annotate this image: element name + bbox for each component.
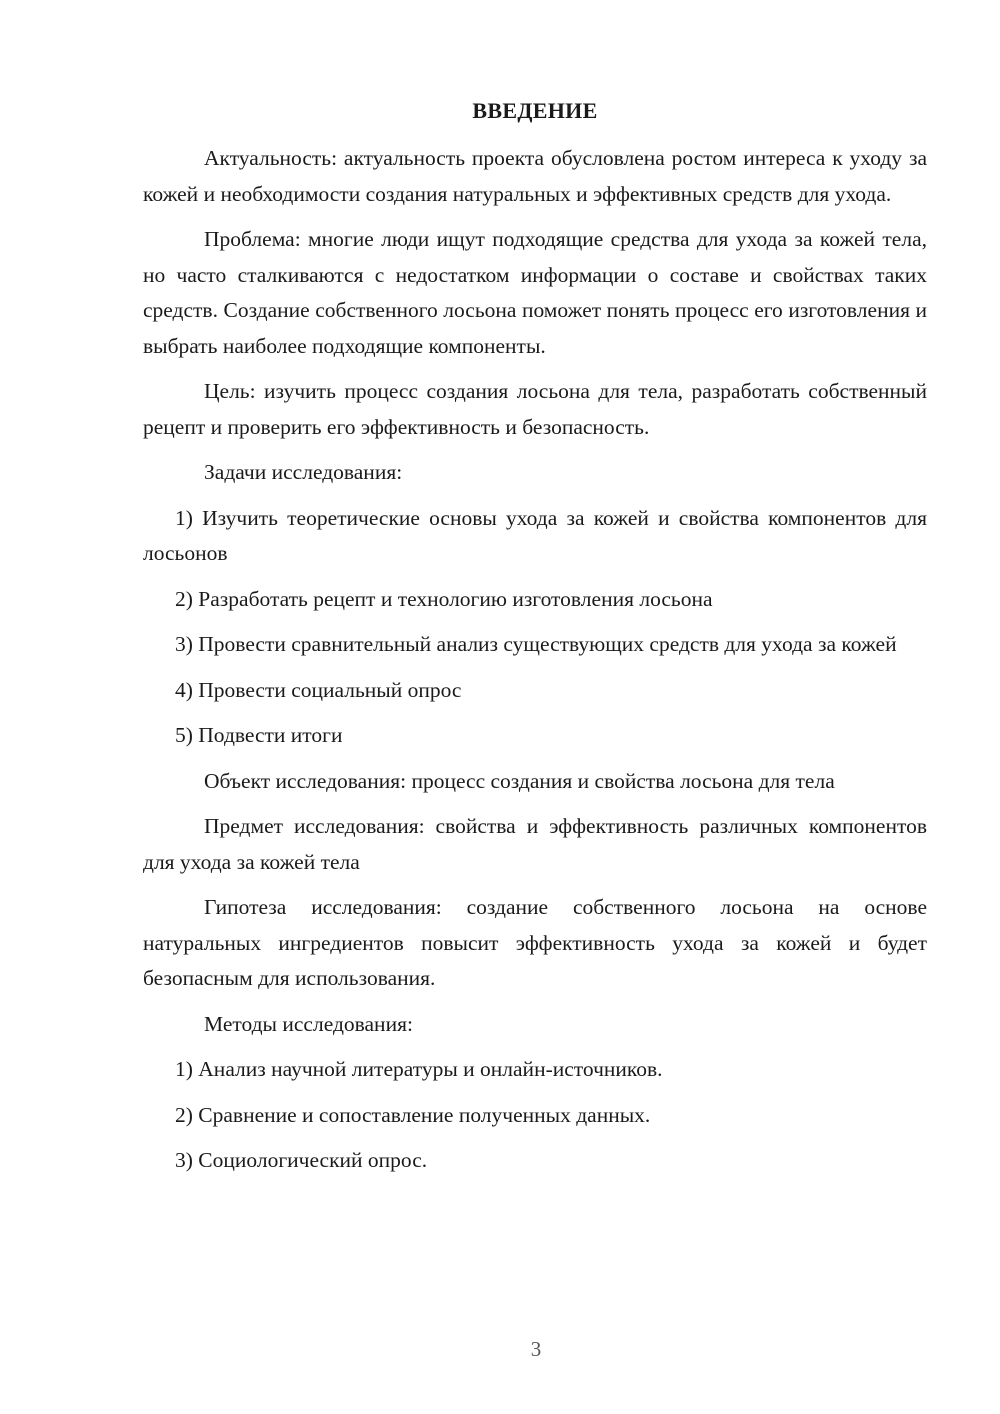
task-item-1: 1) Изучить теоретические основы ухода за кожей и свойства компонентов для лосьонов	[143, 505, 927, 565]
paragraph-goal: Цель: изучить процесс создания лосьона для тела, разработать собственный рецепт и проверить его эффективность и безопасность.	[143, 379, 927, 439]
task-item-3: 3) Провести сравнительный анализ существующих средств для ухода за кожей	[175, 632, 897, 656]
methods-heading: Методы исследования:	[204, 1011, 413, 1036]
paragraph-object: Объект исследования: процесс создания и свойства лосьона для тела	[204, 768, 835, 793]
task-item-4: 4) Провести социальный опрос	[175, 677, 462, 702]
paragraph-hypothesis: Гипотеза исследования: создание собственного лосьона на основе натуральных ингредиентов повысит эффективность ухода за кожей и будет безопасным для использования.	[143, 895, 927, 990]
paragraph-relevance: Актуальность: актуальность проекта обусловлена ростом интереса к уходу за кожей и необходимости создания натуральных и эффективных средств для ухода.	[143, 146, 927, 206]
paragraph-problem: Проблема: многие люди ищут подходящие средства для ухода за кожей тела, но часто сталкиваются с недостатком информации о составе и свойствах таких средств. Создание собственного лосьона поможет понять процесс его изготовления и выбрать наиболее подходящие компоненты.	[143, 227, 927, 358]
paragraph-subject: Предмет исследования: свойства и эффективность различных компонентов для ухода за кожей тела	[143, 814, 927, 874]
method-item-2: 2) Сравнение и сопоставление полученных данных.	[175, 1102, 651, 1127]
task-item-2: 2) Разработать рецепт и технологию изготовления лосьона	[175, 586, 713, 611]
tasks-heading: Задачи исследования:	[204, 460, 403, 484]
document-body	[143, 141, 927, 1189]
task-item-5: 5) Подвести итоги	[175, 723, 343, 747]
method-item-3: 3) Социологический опрос.	[175, 1148, 428, 1172]
page-number: 3	[530, 1337, 542, 1361]
page-title: ВВЕДЕНИЕ	[472, 98, 598, 123]
method-item-1: 1) Анализ научной литературы и онлайн-источников.	[175, 1057, 663, 1081]
